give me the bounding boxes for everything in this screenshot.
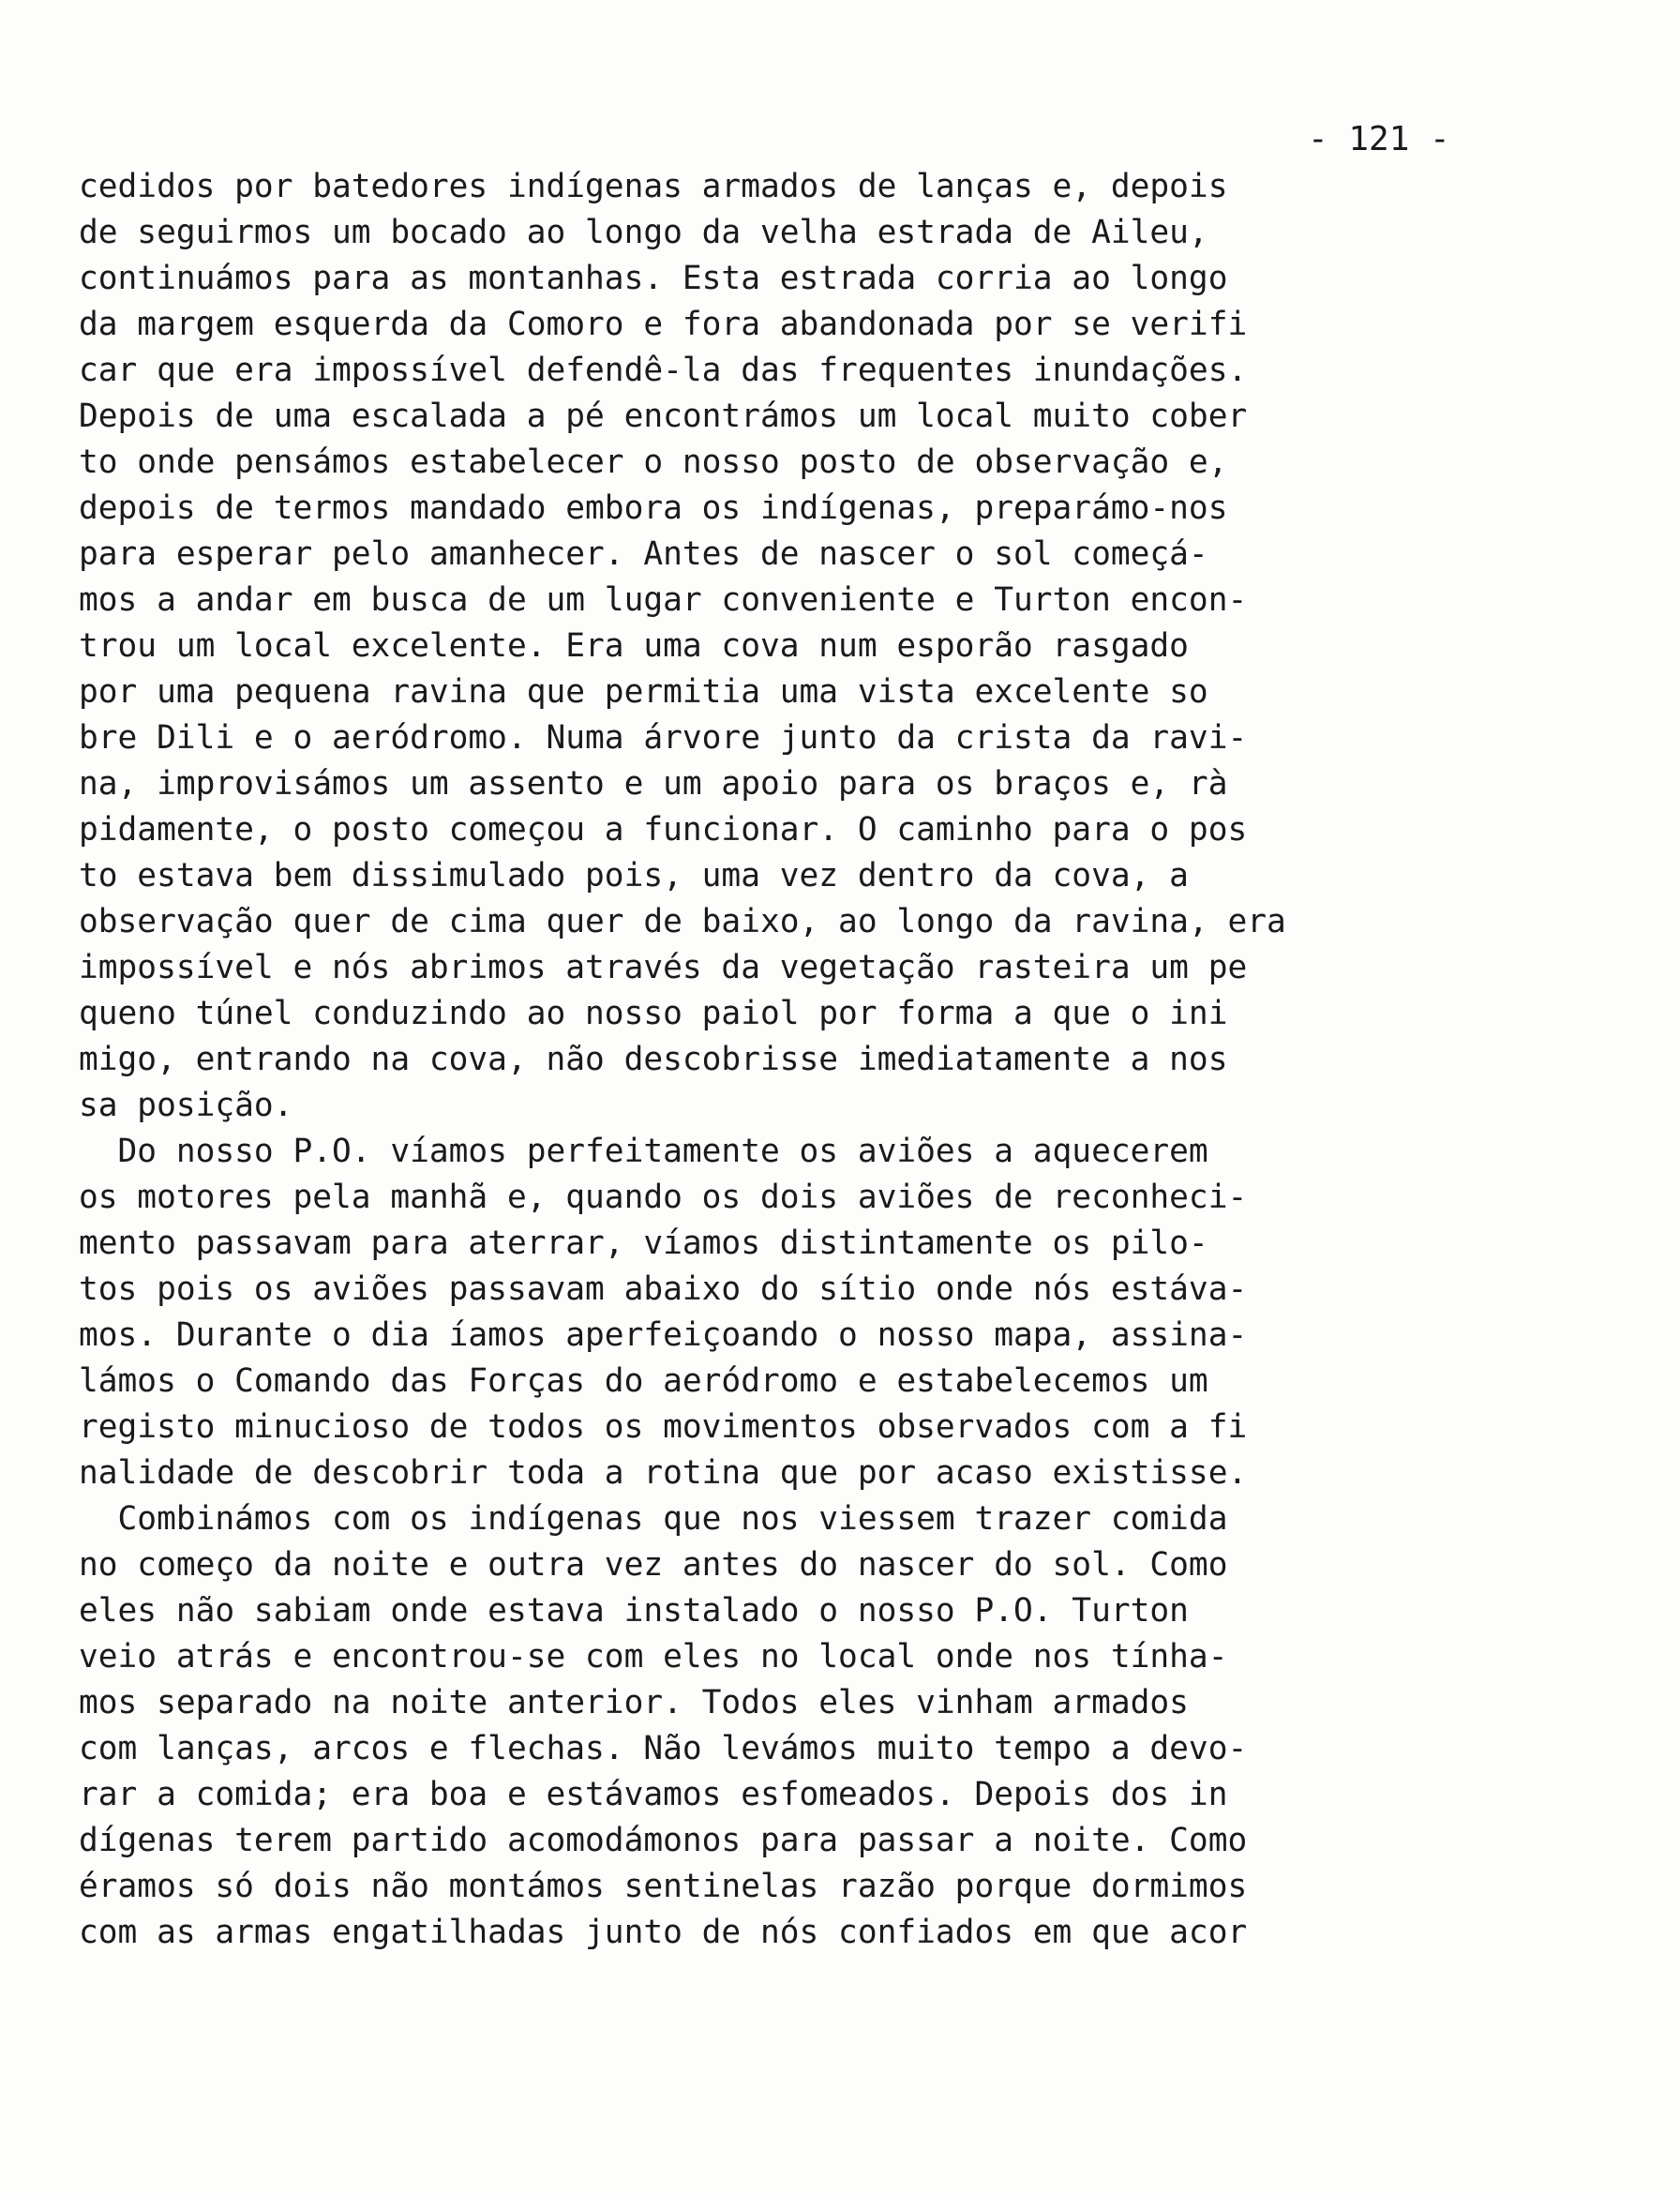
text-line: nalidade de descobrir toda a rotina que por acaso existisse. <box>79 1454 1248 1492</box>
page-number: - 121 - <box>1308 120 1450 158</box>
text-line: para esperar pelo amanhecer. Antes de nascer o sol começá- <box>79 535 1208 573</box>
text-line: Do nosso P.O. víamos perfeitamente os aviões a aquecerem <box>79 1133 1208 1170</box>
text-line: depois de termos mandado embora os indígenas, preparámo-nos <box>79 489 1228 527</box>
text-line: por uma pequena ravina que permitia uma vista excelente so <box>79 673 1208 711</box>
text-line: car que era impossível defendê-la das frequentes inundações. <box>79 352 1248 389</box>
text-line: to onde pensámos estabelecer o nosso posto de observação e, <box>79 443 1228 481</box>
text-line: to estava bem dissimulado pois, uma vez dentro da cova, a <box>79 857 1189 894</box>
text-line: mos a andar em busca de um lugar conveniente e Turton encon- <box>79 581 1248 619</box>
body-text <box>79 164 1504 1956</box>
text-line: veio atrás e encontrou-se com eles no local onde nos tínha- <box>79 1638 1228 1676</box>
text-line: bre Dili e o aeródromo. Numa árvore junto da crista da ravi- <box>79 719 1248 757</box>
text-line: observação quer de cima quer de baixo, ao longo da ravina, era <box>79 903 1286 940</box>
text-line: com as armas engatilhadas junto de nós confiados em que acor <box>79 1914 1248 1951</box>
text-line: trou um local excelente. Era uma cova num esporão rasgado <box>79 627 1189 665</box>
text-line: impossível e nós abrimos através da vegetação rasteira um pe <box>79 949 1248 986</box>
text-line: os motores pela manhã e, quando os dois aviões de reconheci- <box>79 1179 1248 1216</box>
text-line: dígenas terem partido acomodámonos para passar a noite. Como <box>79 1822 1248 1859</box>
text-line: tos pois os aviões passavam abaixo do sítio onde nós estáva- <box>79 1270 1248 1308</box>
text-line: queno túnel conduzindo ao nosso paiol por forma a que o ini <box>79 995 1228 1032</box>
text-line: mos. Durante o dia íamos aperfeiçoando o nosso mapa, assina- <box>79 1316 1248 1354</box>
text-line: da margem esquerda da Comoro e fora abandonada por se verifi <box>79 306 1248 343</box>
text-line: continuámos para as montanhas. Esta estrada corria ao longo <box>79 260 1228 297</box>
text-line: mento passavam para aterrar, víamos distintamente os pilo- <box>79 1225 1208 1262</box>
text-line: na, improvisámos um assento e um apoio para os braços e, rà <box>79 765 1228 803</box>
text-line: sa posição. <box>79 1087 293 1124</box>
text-line: pidamente, o posto começou a funcionar. O caminho para o pos <box>79 811 1248 849</box>
text-line: rar a comida; era boa e estávamos esfomeados. Depois dos in <box>79 1776 1228 1813</box>
text-line: eles não sabiam onde estava instalado o nosso P.O. Turton <box>79 1592 1189 1630</box>
text-line: de seguirmos um bocado ao longo da velha estrada de Aileu, <box>79 214 1208 251</box>
text-line: migo, entrando na cova, não descobrisse imediatamente a nos <box>79 1041 1228 1078</box>
text-line: no começo da noite e outra vez antes do nascer do sol. Como <box>79 1546 1228 1584</box>
text-line: Depois de uma escalada a pé encontrámos um local muito cober <box>79 398 1248 435</box>
text-line: com lanças, arcos e flechas. Não levámos muito tempo a devo- <box>79 1730 1248 1767</box>
text-line: cedidos por batedores indígenas armados de lanças e, depois <box>79 168 1228 205</box>
text-line: registo minucioso de todos os movimentos observados com a fi <box>79 1408 1248 1446</box>
text-line: éramos só dois não montámos sentinelas razão porque dormimos <box>79 1868 1248 1905</box>
text-line: mos separado na noite anterior. Todos eles vinham armados <box>79 1684 1189 1721</box>
text-line: Combinámos com os indígenas que nos viessem trazer comida <box>79 1500 1228 1538</box>
text-line: lámos o Comando das Forças do aeródromo e estabelecemos um <box>79 1362 1208 1400</box>
